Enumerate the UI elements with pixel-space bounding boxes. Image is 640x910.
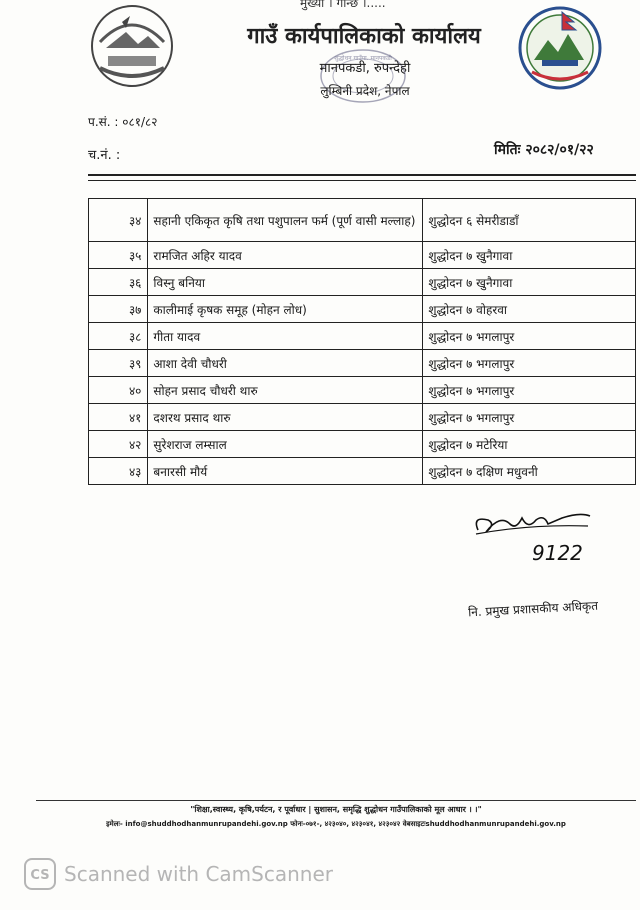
beneficiary-address: शुद्धोदन ७ दक्षिण मधुवनी — [423, 458, 636, 485]
beneficiary-address: शुद्धोदन ६ सेमरीडाडाँ — [423, 199, 636, 242]
chalani-number: च.नं. : — [88, 148, 121, 163]
footer-slogan: "शिक्षा,स्वास्थ्य, कृषि,पर्यटन, र पूर्वाधार | सुशासन, समृद्धि शुद्धोधन गाउँपालिकाको मूल आधार । ।" — [190, 805, 482, 814]
officer-title: नि. प्रमुख प्रशासकीय अधिकृत — [467, 598, 599, 620]
beneficiary-name: गीता यादव — [148, 323, 423, 350]
beneficiary-name: कालीमाई कृषक समूह (मोहन लोध) — [148, 296, 423, 323]
table-row — [89, 350, 636, 377]
table-row — [89, 458, 636, 485]
camscanner-logo-icon — [24, 858, 56, 890]
beneficiary-name: सुरेशराज लम्साल — [148, 431, 423, 458]
header-divider-thin — [88, 180, 636, 181]
date-value: २०८२/०१/२२ — [525, 142, 594, 158]
table-row — [89, 296, 636, 323]
camscanner-logo-text: CS — [30, 868, 50, 883]
beneficiary-address: शुद्धोदन ७ वोहरवा — [423, 296, 636, 323]
table-row — [89, 431, 636, 458]
office-title: गाउँ कार्यपालिकाको कार्यालय — [247, 24, 481, 49]
beneficiary-address: शुद्धोदन ७ मटेरिया — [423, 431, 636, 458]
beneficiary-name: विस्नु बनिया — [148, 269, 423, 296]
serial-number: ३९ — [89, 350, 148, 377]
table-row — [89, 323, 636, 350]
beneficiary-name: आशा देवी चौधरी — [148, 350, 423, 377]
beneficiary-address: शुद्धोदन ७ भगलापुर — [423, 404, 636, 431]
reference-number — [88, 113, 158, 130]
serial-number: ४० — [89, 377, 148, 404]
serial-number: ४२ — [89, 431, 148, 458]
document-date — [494, 140, 594, 159]
table-row — [89, 199, 636, 242]
location-line-2: लुम्बिनी प्रदेश, नेपाल — [320, 84, 410, 98]
serial-number: ३४ — [89, 199, 148, 242]
stamp-text: शुद्धोधन गाउँपा. मानपकडी — [334, 55, 392, 62]
beneficiary-address: शुद्धोदन ७ भगलापुर — [423, 350, 636, 377]
ref-label: प.सं. : — [88, 115, 119, 129]
municipality-logo-right-icon — [514, 4, 606, 92]
header-divider — [88, 174, 636, 176]
beneficiary-address: शुद्धोदन ७ खुनैगावा — [423, 269, 636, 296]
location-line-1: मानपकडी, रुपन्देही — [319, 61, 411, 76]
beneficiary-table — [88, 198, 636, 485]
table-row — [89, 404, 636, 431]
signature-date: 9122 — [532, 541, 583, 565]
beneficiary-address: शुद्धोदन ७ भगलापुर — [423, 323, 636, 350]
serial-number: ३५ — [89, 242, 148, 269]
beneficiary-name: दशरथ प्रसाद थारु — [148, 404, 423, 431]
table-row — [89, 242, 636, 269]
beneficiary-name: सोहन प्रसाद चौधरी थारु — [148, 377, 423, 404]
footer-contact: इमेलः- info@shuddhodhanmunrupandehi.gov.np फोनः-०७१-, ४२३०४०, ४२३०४१, ४२३०४२ वेबसाइटःshuddhodhanmunrupandehi.gov.np — [106, 820, 566, 828]
serial-number: ३७ — [89, 296, 148, 323]
table-row — [89, 377, 636, 404]
footer-divider — [36, 800, 636, 801]
beneficiary-address: शुद्धोदन ७ खुनैगावा — [423, 242, 636, 269]
date-label: मितिः — [494, 142, 521, 158]
serial-number: ३६ — [89, 269, 148, 296]
beneficiary-address: शुद्धोदन ७ भगलापुर — [423, 377, 636, 404]
serial-number: ३८ — [89, 323, 148, 350]
table-row — [89, 269, 636, 296]
serial-number: ४३ — [89, 458, 148, 485]
officer-signature — [470, 510, 600, 568]
ref-value: ०८१/८२ — [122, 115, 158, 129]
camscanner-watermark: Scanned with CamScanner — [64, 862, 333, 886]
serial-number: ४१ — [89, 404, 148, 431]
beneficiary-name: बनारसी मौर्य — [148, 458, 423, 485]
beneficiary-name: सहानी एकिकृत कृषि तथा पशुपालन फर्म (पूर्ण वासी मल्लाह) — [148, 199, 423, 242]
header-cut-text: मुख्या । गान्छ ।..... — [300, 0, 386, 10]
beneficiary-name: रामजित अहिर यादव — [148, 242, 423, 269]
nepal-emblem-left-icon — [86, 2, 178, 90]
